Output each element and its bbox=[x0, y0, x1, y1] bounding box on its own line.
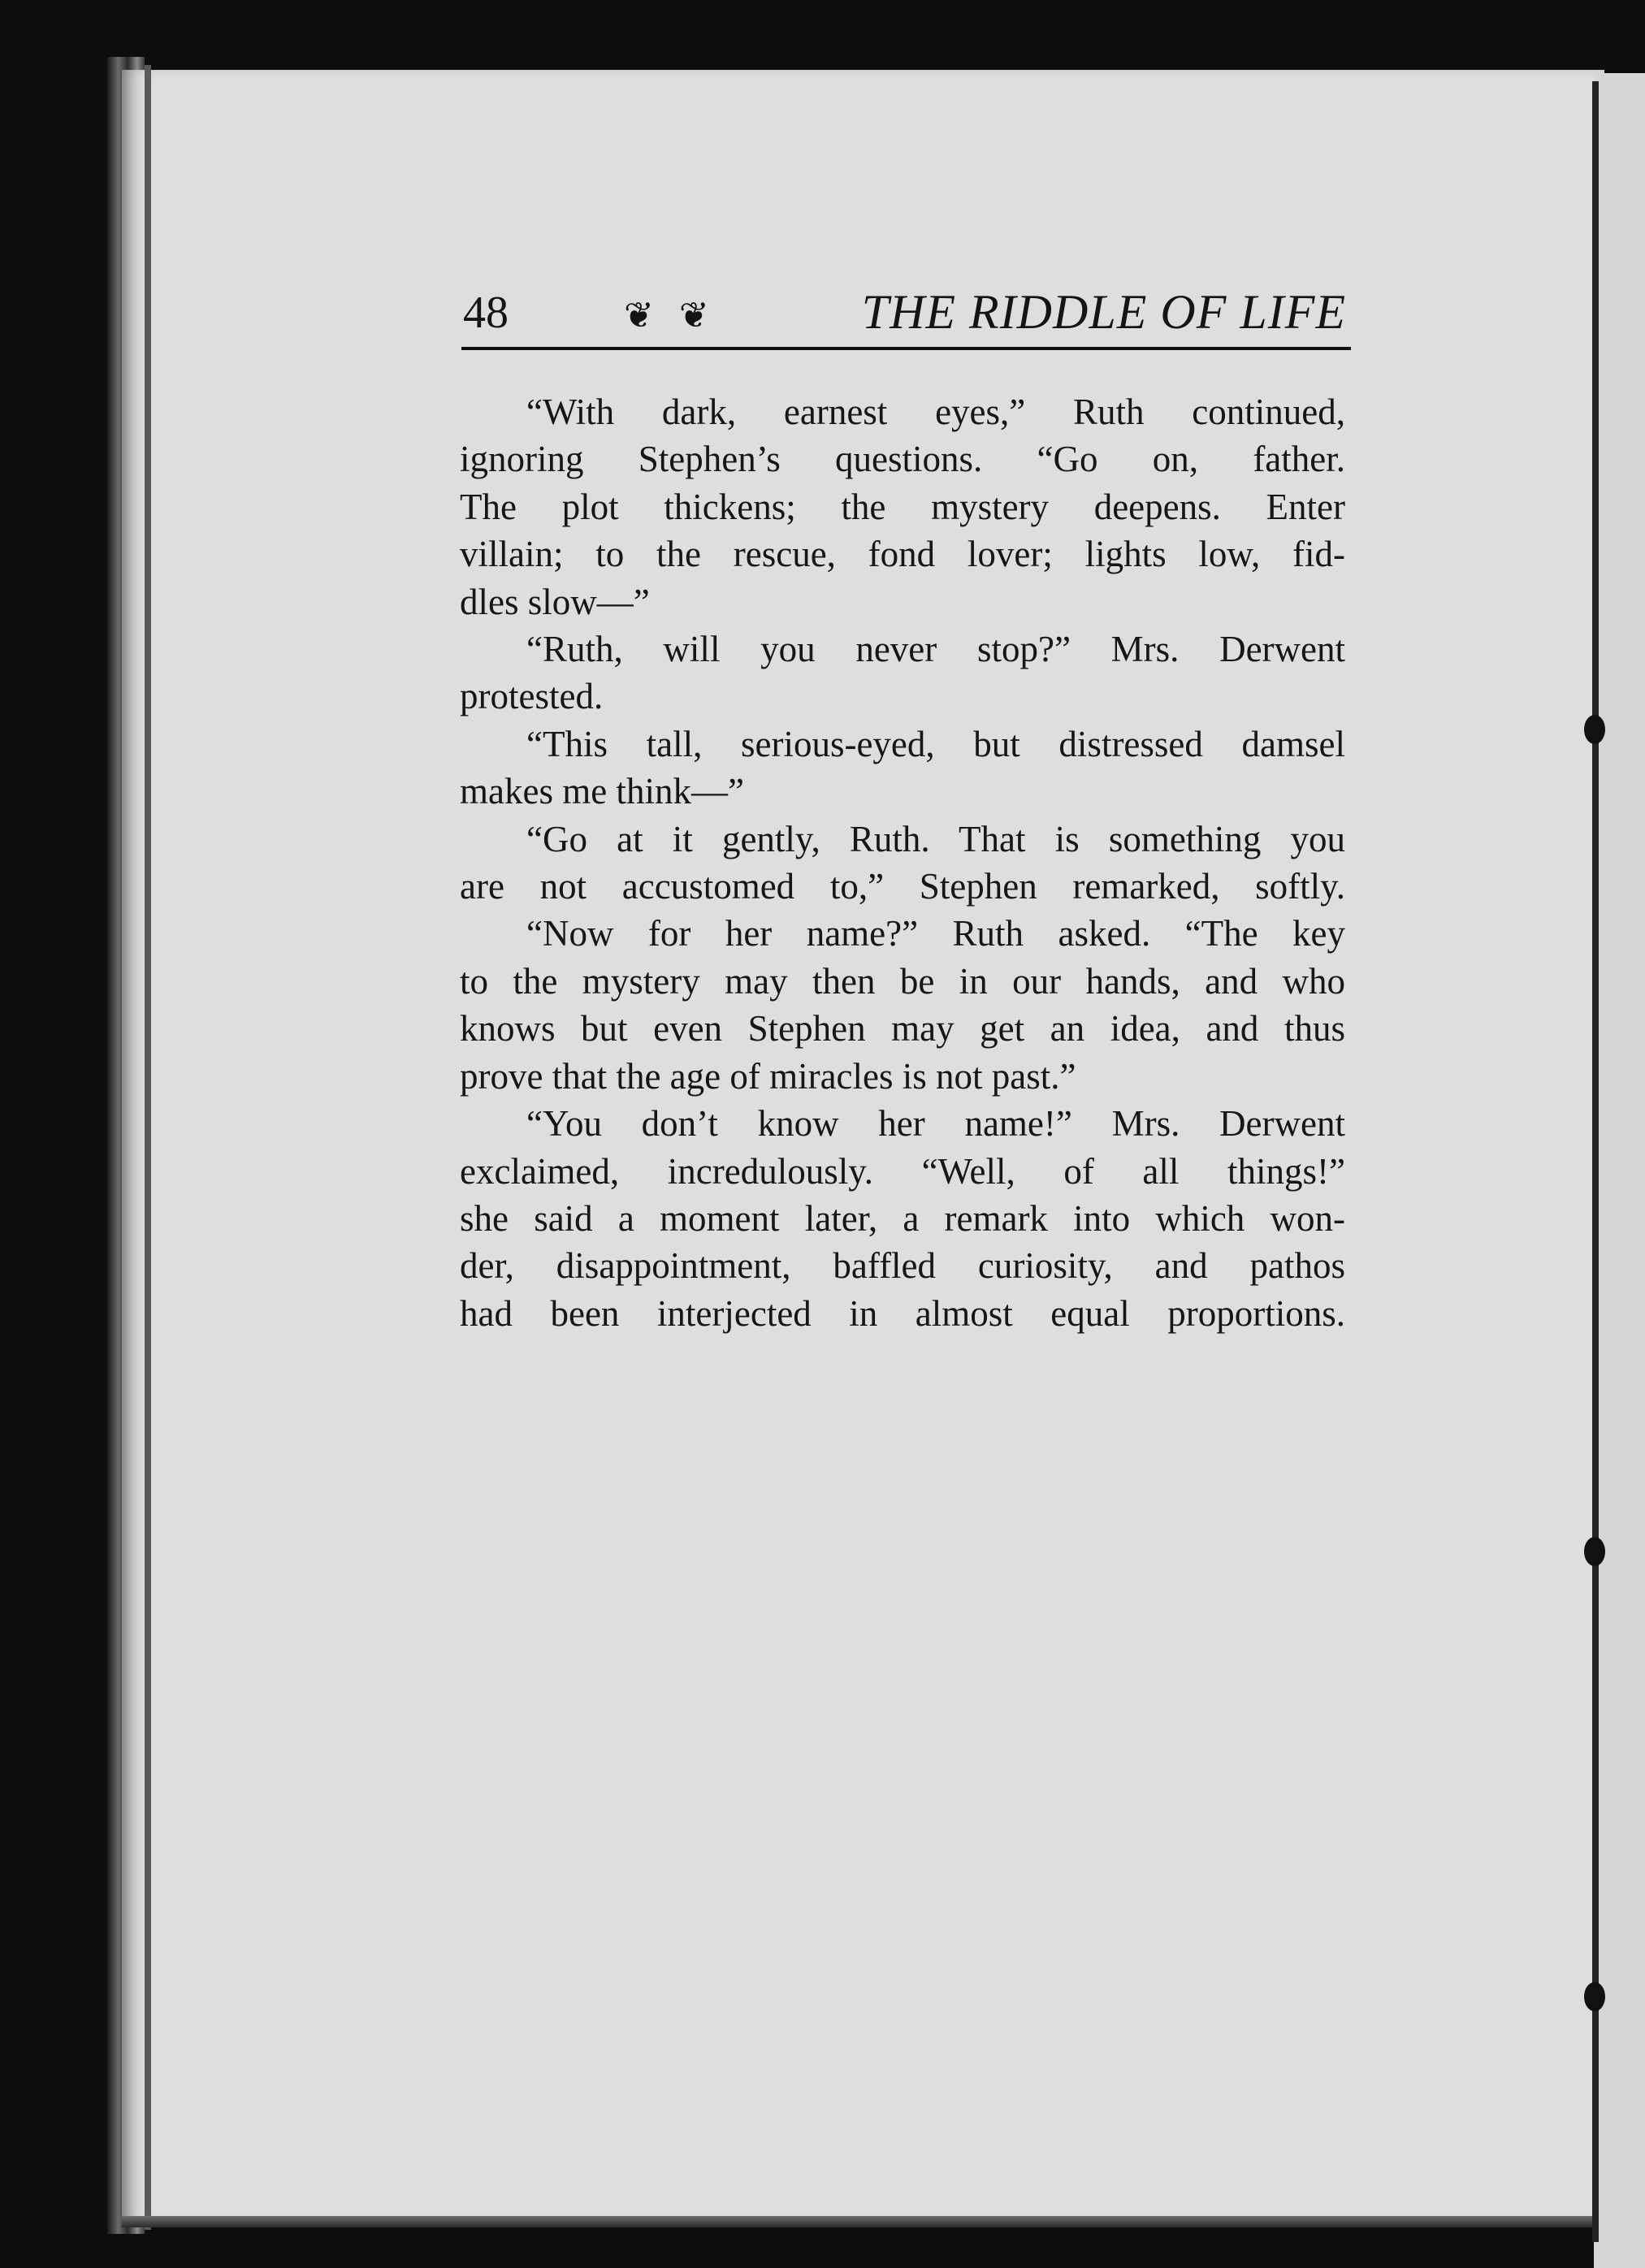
text-line: she said a moment later, a remark into which won- bbox=[460, 1197, 1345, 1239]
text-line: makes me think—” bbox=[460, 771, 744, 812]
binding-mark bbox=[1584, 1982, 1605, 2011]
binding-mark bbox=[1584, 1537, 1605, 1566]
text-line: dles slow—” bbox=[460, 581, 650, 622]
facing-page-edge bbox=[1594, 73, 1645, 2268]
text-line: der, disappointment, baffled curiosity, and pathos bbox=[460, 1245, 1345, 1287]
text-line: to the mystery may then be in our hands, and who bbox=[460, 960, 1345, 1002]
leaf-ornament-icon: ❦ ❦ bbox=[624, 296, 717, 335]
text-line: had been interjected in almost equal proportions. bbox=[460, 1292, 1345, 1334]
text-line: exclaimed, incredulously. “Well, of all things!” bbox=[460, 1150, 1345, 1192]
text-line: are not accustomed to,” Stephen remarked, softly. bbox=[460, 866, 1345, 907]
page-bottom-edge bbox=[122, 2216, 1604, 2227]
text-line: knows but even Stephen may get an idea, and thus bbox=[460, 1008, 1345, 1050]
text-line: villain; to the rescue, fond lover; lights low, fid- bbox=[460, 534, 1345, 575]
text-line: “Now for her name?” Ruth asked. “The key bbox=[526, 913, 1345, 954]
text-line: “Go at it gently, Ruth. That is something you bbox=[526, 818, 1345, 859]
text-line: “This tall, serious-eyed, but distressed damsel bbox=[526, 723, 1345, 764]
page-gutter-edge bbox=[145, 65, 151, 2230]
page-number: 48 bbox=[463, 288, 509, 338]
text-line: “With dark, earnest eyes,” Ruth continued, bbox=[526, 392, 1345, 432]
running-title: THE RIDDLE OF LIFE bbox=[861, 285, 1346, 339]
text-line: protested. bbox=[460, 676, 604, 717]
running-header bbox=[461, 280, 1351, 350]
text-line: prove that the age of miracles is not past.” bbox=[460, 1055, 1076, 1097]
text-line: “Ruth, will you never stop?” Mrs. Derwent bbox=[526, 629, 1345, 670]
facing-page-binding-line bbox=[1592, 81, 1599, 2242]
text-line: ignoring Stephen’s questions. “Go on, father. bbox=[460, 439, 1345, 480]
text-line: “You don’t know her name!” Mrs. Derwent bbox=[526, 1103, 1345, 1145]
text-line: The plot thickens; the mystery deepens. Enter bbox=[460, 486, 1345, 527]
binding-mark bbox=[1584, 715, 1605, 744]
body-text bbox=[460, 388, 1345, 1337]
